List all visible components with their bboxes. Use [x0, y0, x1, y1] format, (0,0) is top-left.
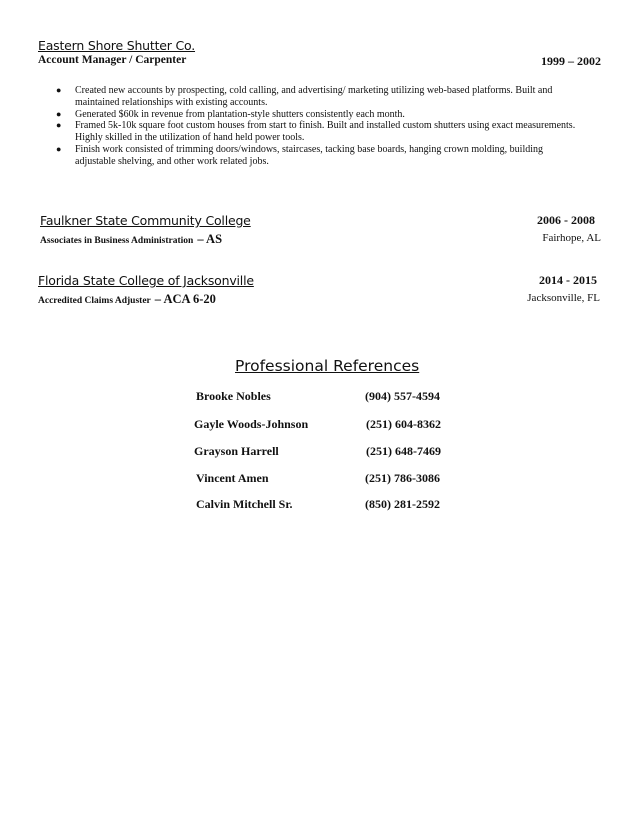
bullet-icon: ●	[56, 108, 62, 119]
degree-code: – ACA 6-20	[154, 292, 216, 306]
company-name: Eastern Shore Shutter Co.	[38, 38, 196, 53]
degree-line	[38, 290, 216, 308]
degree-name: Associates in Business Administration	[40, 236, 194, 246]
job-title: Account Manager / Carpenter	[38, 54, 187, 66]
reference-name: Vincent Amen	[196, 471, 269, 485]
degree-code: – AS	[197, 232, 223, 246]
reference-phone: (904) 557-4594	[365, 389, 440, 403]
bullet-icon: ●	[56, 120, 62, 131]
reference-name: Grayson Harrell	[194, 444, 279, 458]
list-item: ● Finish work consisted of trimming doors/windows, staircases, tacking base boards, hanging crown molding, building adjustable shelving, and other work related jobs.	[56, 143, 543, 167]
job-duties-list	[54, 85, 584, 168]
education-dates: 2006 - 2008	[537, 213, 595, 227]
list-item: ● Generated $60k in revenue from plantation-style shutters consistently each month.	[56, 108, 405, 120]
reference-phone: (251) 786-3086	[365, 471, 440, 485]
school-name: Faulkner State Community College	[40, 213, 251, 228]
education-dates: 2014 - 2015	[539, 273, 597, 287]
reference-phone: (850) 281-2592	[365, 497, 440, 511]
list-item: ● Framed 5k-10k square foot custom houses from start to finish. Built and installed custom shutters using exact measurements. Highly skilled in the utilization of hand held power tools.	[56, 120, 576, 144]
degree-line	[40, 230, 222, 248]
education-location: Jacksonville, FL	[527, 292, 600, 304]
bullet-icon: ●	[56, 85, 62, 95]
reference-phone: (251) 648-7469	[366, 444, 441, 458]
reference-name: Calvin Mitchell Sr.	[196, 497, 293, 511]
job-dates: 1999 – 2002	[541, 54, 601, 68]
list-item: ● Created new accounts by prospecting, cold calling, and advertising/ marketing utilizing web-based platforms. Built and maintained relationships with existing accounts.	[56, 85, 553, 108]
degree-name: Accredited Claims Adjuster	[38, 296, 151, 306]
education-location: Fairhope, AL	[542, 232, 601, 244]
references-title: Professional References	[235, 357, 420, 375]
reference-phone: (251) 604-8362	[366, 417, 441, 431]
reference-name: Gayle Woods-Johnson	[194, 417, 309, 431]
school-name: Florida State College of Jacksonville	[38, 273, 254, 288]
bullet-icon: ●	[56, 143, 62, 154]
reference-name: Brooke Nobles	[196, 389, 271, 403]
